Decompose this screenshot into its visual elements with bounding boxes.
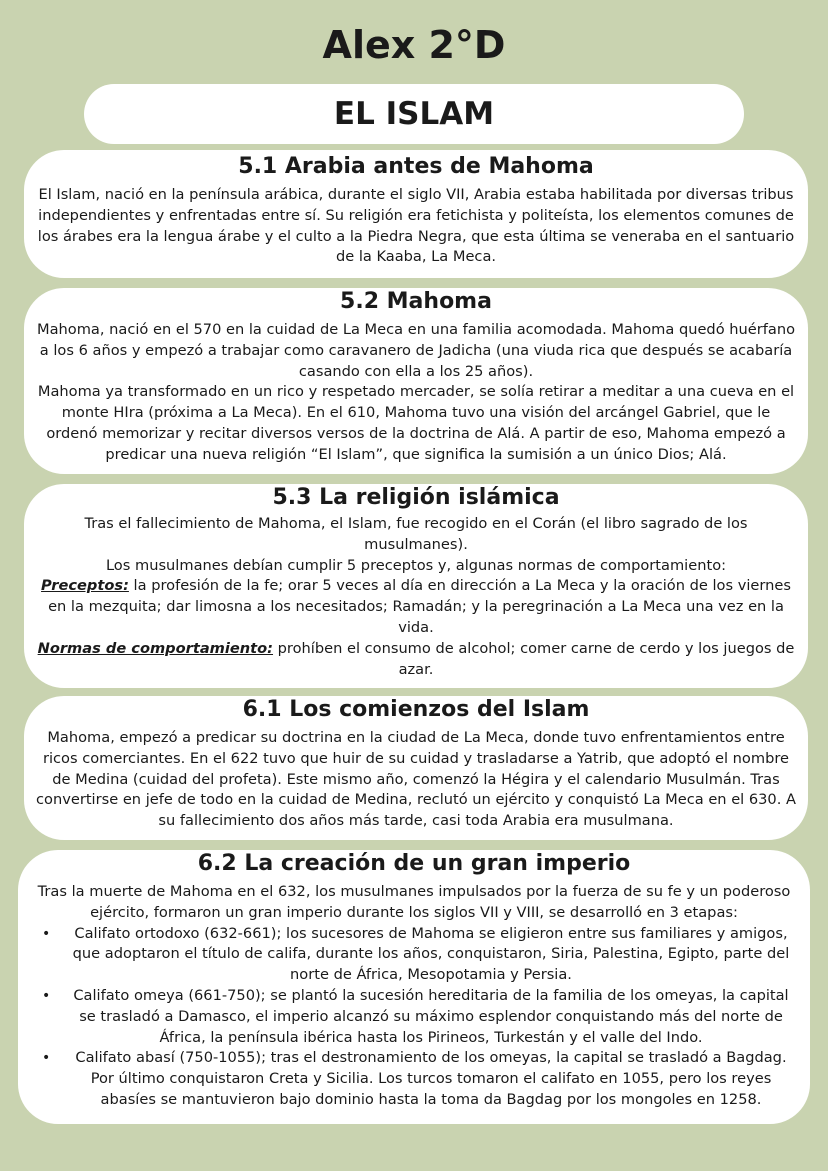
section-heading: 5.1 Arabia antes de Mahoma	[238, 154, 594, 179]
section-paragraph: Tras el fallecimiento de Mahoma, el Islam, fue recogido en el Corán (el libro sagrado de los musulmanes).	[84, 515, 748, 553]
califatos-list	[32, 924, 796, 1111]
section-heading: 6.2 La creación de un gran imperio	[197, 851, 631, 876]
list-item	[32, 986, 796, 1048]
preceptos-text: la profesión de la fe; orar 5 veces al día en dirección a La Meca y la oración de los viernes en la mezquita; dar limosna a los necesitados; Ramadán; y la peregrinación a La Meca una vez en la vida.	[48, 577, 791, 636]
section-comienzos	[24, 696, 808, 840]
preceptos-paragraph	[34, 576, 798, 638]
bullet-icon: •	[42, 1050, 51, 1067]
section-heading: 5.2 Mahoma	[340, 289, 492, 314]
bullet-icon: •	[42, 925, 51, 942]
section-paragraph: Mahoma, empezó a predicar su doctrina en la ciudad de La Meca, donde tuvo enfrentamientos entre ricos comerciantes. En el 622 tuvo que huir de su cuidad y trasladarse a Yatrib, que adoptó el nombre de Medina (cuidad del profeta). Este mismo año, comenzó la Hégira y el calendario Musulmán. Tras convertirse en jefe de todo en la cuidad de Medina, reclutó un ejército y conquistó La Meca en el 630. A su fallecimiento dos años más tarde, casi toda Arabia era musulmana.	[36, 729, 796, 830]
section-paragraph: Mahoma ya transformado en un rico y respetado mercader, se solía retirar a meditar a una cueva en el monte HIra (próxima a La Meca). En el 610, Mahoma tuvo una visión del arcángel Gabriel, que le ordenó memorizar y recitar diversos versos de la doctrina de Alá. A partir de eso, Mahoma empezó a predicar una nueva religión “El Islam”, que significa la sumisión a un único Dios; Alá.	[37, 383, 795, 463]
section-paragraph: Mahoma, nació en el 570 en la cuidad de La Meca en una familia acomodada. Mahoma quedó huérfano a los 6 años y empezó a trabajar como caravanero de Jadicha (una viuda rica que después se acabaría casando con ella a los 25 años).	[36, 321, 796, 380]
section-paragraph: Tras la muerte de Mahoma en el 632, los musulmanes impulsados por la fuerza de su fe y un poderoso ejército, formaron un gran imperio durante los siglos VII y VIII, se desarrolló en 3 etapas:	[37, 883, 791, 921]
section-mahoma	[24, 288, 808, 474]
section-paragraph: El Islam, nació en la península arábica, durante el siglo VII, Arabia estaba habilitada por diversas tribus independientes y enfrentadas entre sí. Su religión era fetichista y politeísta, los elementos comunes de los árabes era la lengua árabe y el culto a la Piedra Negra, que esta última se veneraba en el santuario de la Kaaba, La Meca.	[37, 186, 795, 266]
list-item-text: Califato omeya (661-750); se plantó la sucesión hereditaria de la familia de los omeyas, la capital se trasladó a Damasco, el imperio alcanzó su máximo esplendor conquistando más del norte de África, la península ibérica hasta los Pirineos, Turkestán y el valle del Indo.	[73, 986, 789, 1046]
normas-label: Normas de comportamiento:	[37, 639, 274, 657]
main-title-pill	[84, 84, 744, 144]
section-heading: 6.1 Los comienzos del Islam	[242, 697, 590, 722]
page-title: EL ISLAM	[333, 96, 495, 132]
list-item-text: Califato ortodoxo (632-661); los sucesores de Mahoma se eligieron entre sus familiares y amigos, que adoptaron el título de califa, durante los años, conquistaron, Siria, Palestina, Egipto, parte del norte de África, Mesopotamia y Persia.	[72, 924, 790, 984]
preceptos-label: Preceptos:	[41, 577, 129, 595]
author-header: Alex 2°D	[322, 23, 506, 67]
list-item	[32, 924, 796, 986]
section-imperio	[18, 850, 810, 1124]
normas-paragraph	[34, 639, 798, 681]
section-religion	[24, 484, 808, 688]
section-arabia	[24, 150, 808, 278]
section-paragraph: Los musulmanes debían cumplir 5 preceptos y, algunas normas de comportamiento:	[105, 556, 727, 574]
bullet-icon: •	[42, 987, 51, 1004]
list-item-text: Califato abasí (750-1055); tras el destronamiento de los omeyas, la capital se trasladó a Bagdag. Por último conquistaron Creta y Sicilia. Los turcos tomaron el califato en 1055, pero los reyes abasíes se mantuvieron bajo dominio hasta la toma da Bagdag por los mongoles en 1258.	[75, 1049, 787, 1108]
section-heading: 5.3 La religión islámica	[272, 485, 560, 510]
normas-text: prohíben el consumo de alcohol; comer carne de cerdo y los juegos de azar.	[273, 639, 795, 678]
list-item	[32, 1048, 796, 1110]
